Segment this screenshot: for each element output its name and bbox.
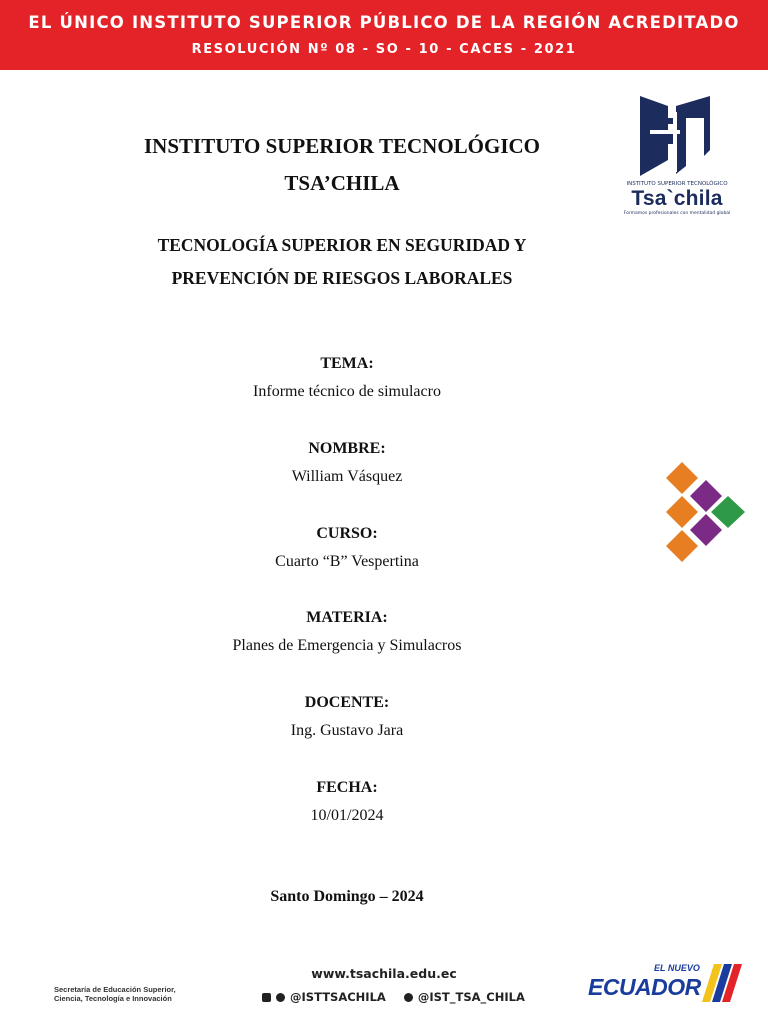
field-label: NOMBRE:	[308, 440, 386, 457]
facebook-icon	[276, 993, 285, 1002]
field-label: TEMA:	[320, 355, 374, 372]
career-title-line-2: PREVENCIÓN DE RIESGOS LABORALES	[171, 268, 513, 288]
field-label: DOCENTE:	[304, 694, 390, 711]
gov-logo-text: ECUADOR	[588, 974, 701, 1000]
secretaria-logo-text	[54, 985, 176, 1003]
instagram-icon	[262, 993, 271, 1002]
field-docente	[0, 694, 694, 740]
logo-name: Tsa`chila	[631, 187, 723, 210]
website-link[interactable]: www.tsachila.edu.ec	[311, 966, 457, 981]
field-label: CURSO:	[316, 525, 378, 542]
accreditation-banner	[0, 0, 768, 70]
field-value: Ing. Gustavo Jara	[290, 722, 404, 739]
logo-tagline: Formamos profesionales con mentalidad global	[623, 211, 731, 216]
field-label: MATERIA:	[306, 609, 388, 626]
field-label: FECHA:	[316, 779, 378, 796]
banner-line-1: EL ÚNICO INSTITUTO SUPERIOR PÚBLICO DE LA REGIÓN ACREDITADO	[28, 13, 740, 32]
field-fecha	[0, 779, 694, 825]
field-curso	[0, 525, 694, 571]
field-value: Planes de Emergencia y Simulacros	[232, 637, 462, 654]
banner-line-2: RESOLUCIÓN Nº 08 - SO - 10 - CACES - 2021	[191, 42, 577, 57]
career-title-line-1: TECNOLOGÍA SUPERIOR EN SEGURIDAD Y	[157, 235, 527, 255]
social-handle-2[interactable]: @IST_TSA_CHILA	[417, 990, 525, 1004]
tiktok-icon	[404, 993, 413, 1002]
logo-subtitle: INSTITUTO SUPERIOR TECNOLÓGICO	[626, 181, 728, 187]
field-materia	[0, 609, 694, 655]
secretaria-line-2: Ciencia, Tecnología e Innovación	[54, 994, 172, 1003]
diamond-purple-2	[690, 514, 722, 546]
field-nombre	[0, 440, 694, 486]
diamond-orange-2	[666, 496, 698, 528]
place-date: Santo Domingo – 2024	[270, 888, 424, 905]
social-handles	[262, 990, 525, 1004]
institute-title-line-1: INSTITUTO SUPERIOR TECNOLÓGICO	[144, 134, 540, 158]
field-value: William Vásquez	[291, 468, 403, 485]
institute-title-line-2: TSA’CHILA	[284, 171, 400, 195]
gov-logo-small-text: EL NUEVO	[654, 963, 700, 973]
social-handle-1[interactable]: @ISTTSACHILA	[290, 990, 386, 1004]
field-value: Cuarto “B” Vespertina	[275, 553, 419, 570]
secretaria-line-1: Secretaría de Educación Superior,	[54, 985, 176, 994]
field-value: Informe técnico de simulacro	[253, 383, 441, 400]
field-tema	[0, 355, 694, 401]
field-value: 10/01/2024	[310, 807, 384, 824]
